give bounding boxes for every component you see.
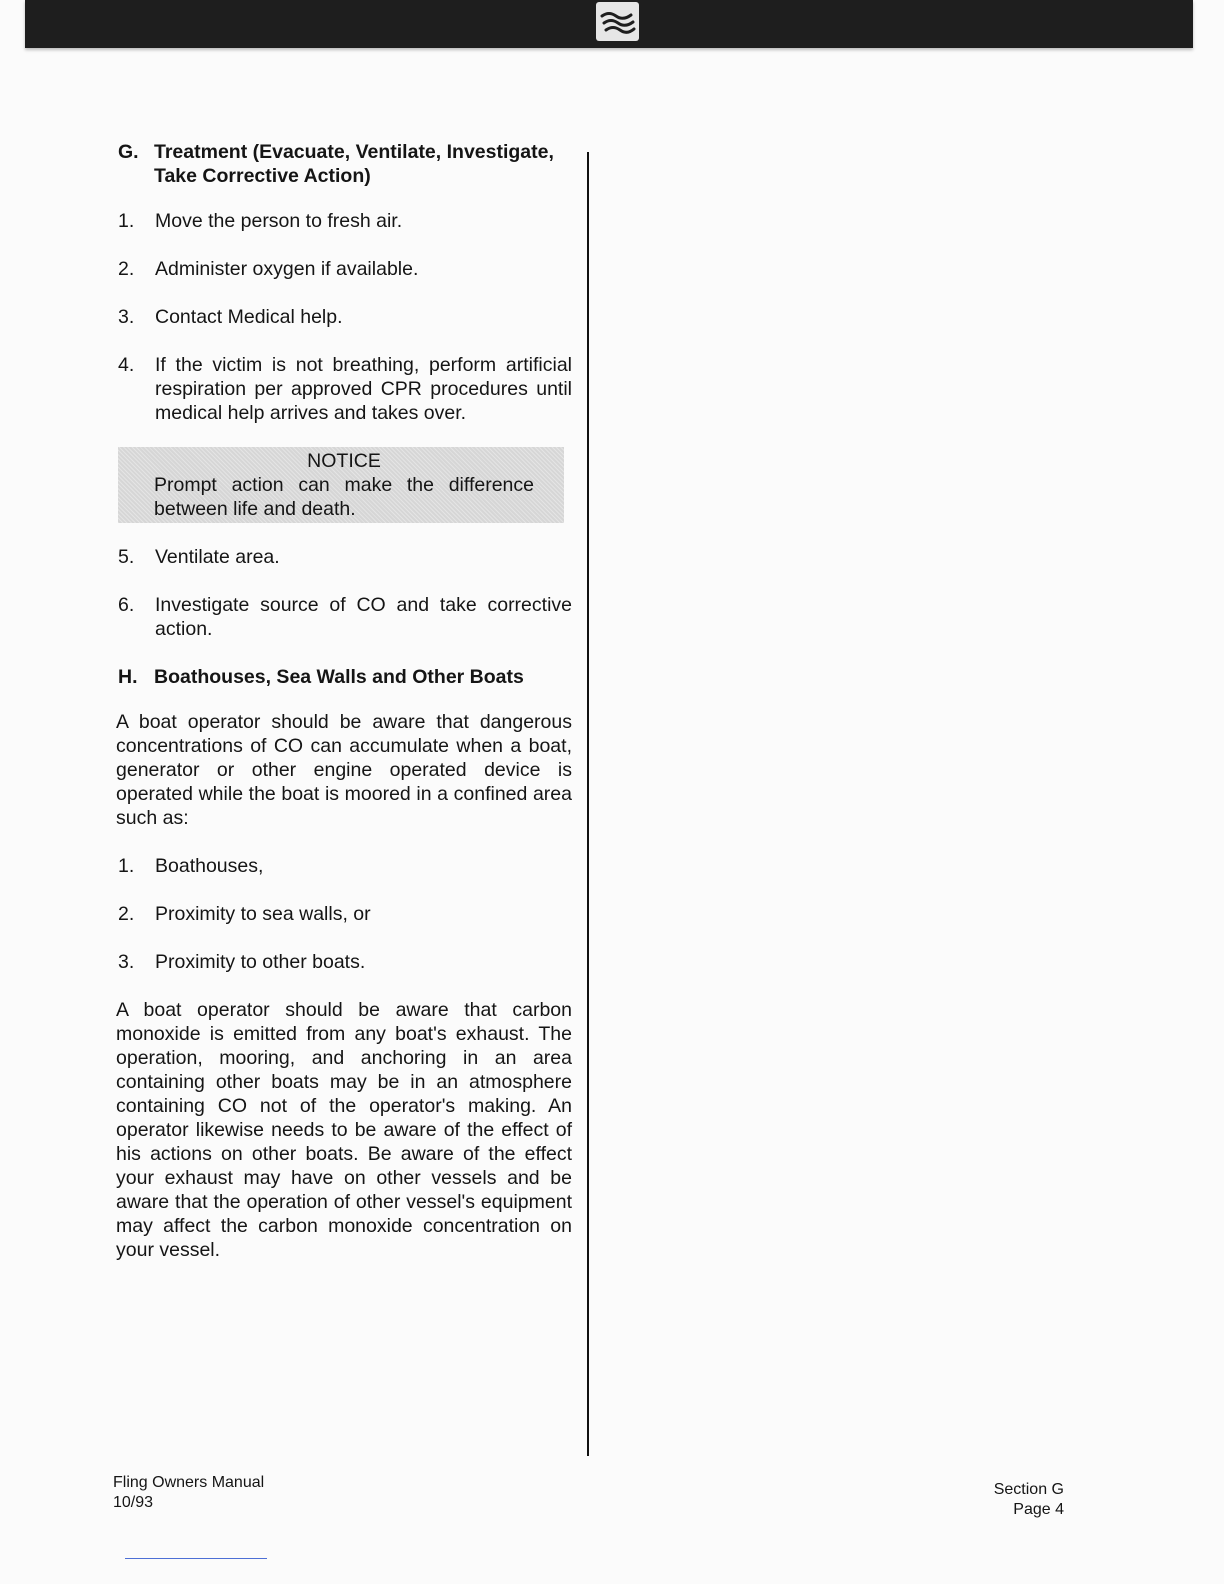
list-item-text: Proximity to sea walls, or — [155, 903, 371, 925]
list-item-text: Move the person to fresh air. — [155, 210, 403, 232]
section-h-letter: H. — [118, 666, 138, 688]
column-divider — [587, 152, 589, 1456]
footer-page-number: Page 4 — [1013, 1501, 1064, 1518]
section-h-title: Boathouses, Sea Walls and Other Boats — [154, 666, 524, 688]
section-h-intro: A boat operator should be aware that dangerous concentrations of CO can accumulate when a boat, generator or other engine operated device is operated while the boat is moored in a confined area such as: — [116, 711, 572, 829]
list-item-number: 3. — [118, 306, 135, 328]
list-item — [112, 257, 572, 281]
list-item — [112, 305, 572, 329]
main-column — [112, 140, 572, 1286]
section-g-letter: G. — [118, 141, 139, 163]
list-item-text: Proximity to other boats. — [155, 951, 366, 973]
list-item-number: 3. — [118, 951, 135, 973]
mercury-waves-logo-icon — [596, 2, 639, 41]
list-item — [112, 593, 572, 641]
list-item-text: Ventilate area. — [155, 546, 280, 568]
list-item — [112, 902, 572, 926]
list-item — [112, 209, 572, 233]
list-item-text: Administer oxygen if available. — [155, 258, 419, 280]
list-item-text: Boathouses, — [155, 855, 264, 877]
list-item-number: 1. — [118, 210, 135, 232]
footer-right — [960, 1480, 1064, 1520]
list-item — [112, 353, 572, 425]
footer-section: Section G — [993, 1481, 1064, 1498]
list-item — [112, 545, 572, 569]
list-item-text: Contact Medical help. — [155, 306, 343, 328]
section-h-heading — [112, 665, 572, 689]
list-item-number: 2. — [118, 258, 135, 280]
list-item-number: 1. — [118, 855, 135, 877]
list-item — [112, 950, 572, 974]
section-g-heading — [112, 140, 572, 188]
section-h-closing: A boat operator should be aware that carbon monoxide is emitted from any boat's exhaust. The operation, mooring, and anchoring in an area containing other boats may be in an atmosphere containing CO not of the operator's making. An operator likewise needs to be aware of the effect of his actions on other boats. Be aware of the effect your exhaust may have on other vessels and be aware that the operation of other vessel's equipment may affect the carbon monoxide concentration on your vessel. — [116, 999, 572, 1261]
section-g-title: Treatment (Evacuate, Ventilate, Investigate, Take Corrective Action) — [154, 141, 554, 187]
list-item-number: 6. — [118, 594, 135, 616]
list-item-number: 4. — [118, 354, 135, 376]
list-item-number: 5. — [118, 546, 135, 568]
footer-manual-title: Fling Owners Manual — [113, 1474, 265, 1491]
notice-box — [118, 447, 564, 523]
footer-date: 10/93 — [113, 1494, 154, 1511]
notice-title: NOTICE — [307, 450, 381, 472]
list-item — [112, 854, 572, 878]
footer-left — [113, 1473, 264, 1513]
list-item-text: If the victim is not breathing, perform artificial respiration per approved CPR procedures until medical help arrives and takes over. — [155, 354, 572, 424]
header-bar — [25, 0, 1193, 48]
list-item-text: Investigate source of CO and take corrective action. — [155, 594, 572, 640]
footer-underline — [125, 1558, 267, 1559]
list-item-number: 2. — [118, 903, 135, 925]
notice-text: Prompt action can make the difference between life and death. — [154, 474, 534, 520]
